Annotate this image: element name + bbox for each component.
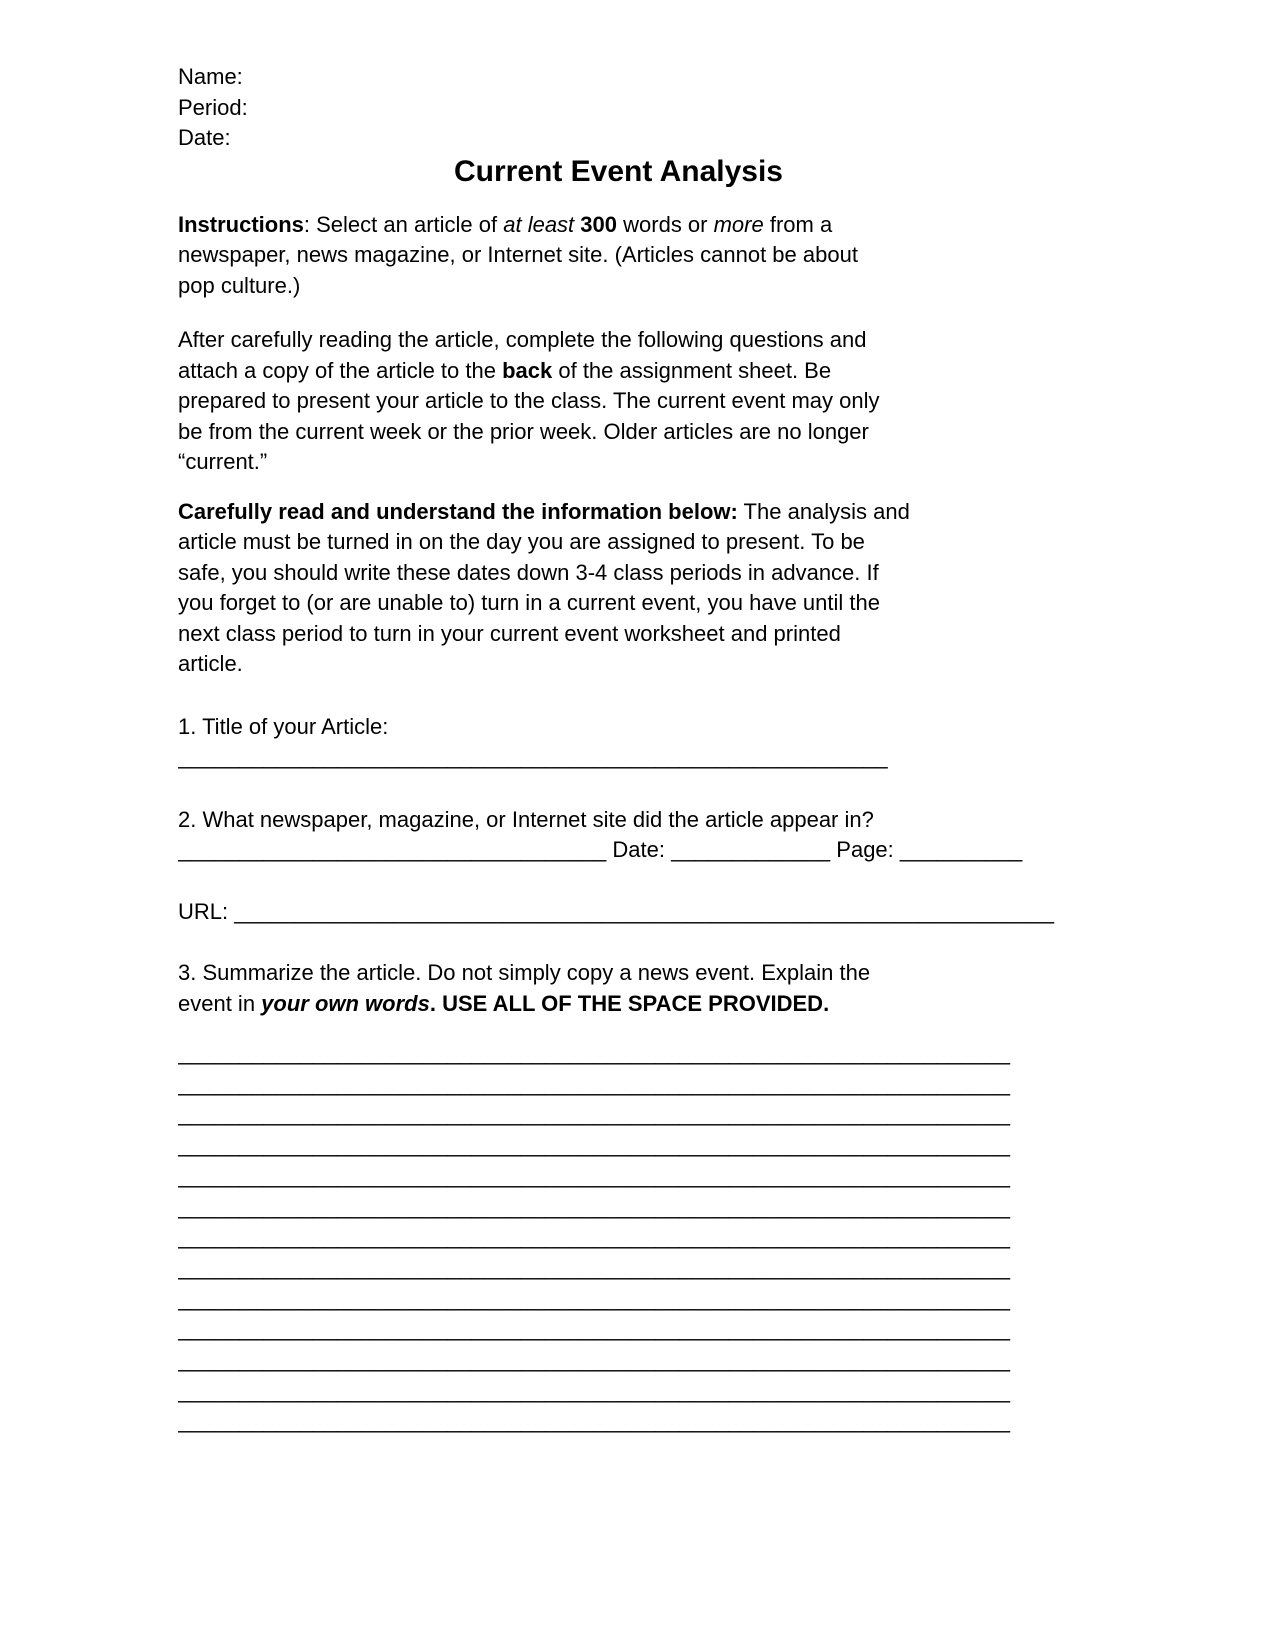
answer-line: ____________________________________________________________________ <box>178 1254 1011 1280</box>
deadline-paragraph <box>178 497 1059 680</box>
answer-line: ____________________________________________________________________ <box>178 1377 1011 1403</box>
answer-line: ____________________________________________________________________ <box>178 1408 1011 1434</box>
answer-line: ____________________________________________________________________ <box>178 1347 1011 1373</box>
text-segment: at least <box>503 211 575 237</box>
text-segment: newspaper, news magazine, or Internet site. (Articles cannot be about <box>178 242 858 267</box>
question-3-paragraph <box>178 958 1059 1019</box>
deadline-line <box>178 619 1059 650</box>
text-segment: safe, you should write these dates down 3-4 class periods in advance. If <box>178 559 879 585</box>
answer-line: ____________________________________________________________________ <box>178 1224 1011 1250</box>
question-2-block <box>178 805 1059 866</box>
url-label: URL: <box>178 898 229 924</box>
header-block <box>178 62 1059 154</box>
deadline-line <box>178 497 1059 528</box>
question-2-page-label: Page: <box>836 837 894 862</box>
presentation-line <box>178 386 1059 417</box>
question-2-source-blank: ___________________________________ <box>178 837 607 862</box>
name-label: Name: <box>178 64 243 89</box>
question-2-page-blank: __________ <box>899 837 1023 862</box>
page-title: Current Event Analysis <box>454 154 783 188</box>
text-segment: prepared to present your article to the class. The current event may only <box>178 388 880 413</box>
text-segment: more <box>713 211 764 237</box>
answer-line: ____________________________________________________________________ <box>178 1070 1011 1096</box>
text-segment: article must be turned in on the day you are assigned to present. To be <box>178 529 865 554</box>
text-segment: After carefully reading the article, complete the following questions and <box>178 327 867 352</box>
text-segment: 3. Summarize the article. Do not simply copy a news event. Explain the <box>178 960 871 985</box>
answer-line: ____________________________________________________________________ <box>178 1193 1011 1219</box>
question-1-label: 1. Title of your Article: <box>178 713 389 739</box>
text-segment: from a <box>763 211 833 237</box>
answer-line: ____________________________________________________________________ <box>178 1101 1011 1127</box>
instructions-line <box>178 271 1059 302</box>
text-segment: . <box>823 990 830 1016</box>
text-segment: Carefully read and understand the information below: <box>178 498 738 524</box>
instructions-line <box>178 210 1059 241</box>
text-segment: : Select an article of <box>303 211 504 237</box>
text-segment: article. <box>178 651 243 676</box>
text-segment: USE ALL OF THE SPACE PROVIDED <box>442 990 824 1016</box>
text-segment: event in <box>178 990 262 1016</box>
deadline-line <box>178 588 1059 619</box>
answer-line: ____________________________________________________________________ <box>178 1132 1011 1158</box>
text-segment: be from the current week or the prior week. Older articles are no longer <box>178 418 869 444</box>
presentation-line <box>178 447 1059 478</box>
text-segment: pop culture.) <box>178 272 301 298</box>
instructions-line <box>178 240 1059 271</box>
question-2-label: 2. What newspaper, magazine, or Internet site did the article appear in? <box>178 806 874 832</box>
answer-line: ____________________________________________________________________ <box>178 1285 1011 1311</box>
url-blank: ___________________________________________________________________ <box>234 898 1055 924</box>
answer-lines <box>178 1038 1059 1437</box>
presentation-line <box>178 325 1059 356</box>
text-segment: 300 <box>580 211 618 237</box>
text-segment: next class period to turn in your current event worksheet and printed <box>178 620 841 646</box>
period-label: Period: <box>178 94 248 120</box>
deadline-line <box>178 558 1059 589</box>
deadline-line <box>178 649 1059 680</box>
presentation-line <box>178 356 1059 387</box>
question-3-line <box>178 958 1059 989</box>
text-segment: your own words <box>261 990 430 1016</box>
question-1-blank-line <box>178 742 1059 773</box>
text-segment: words or <box>617 211 714 237</box>
text-segment: . <box>429 990 443 1016</box>
presentation-line <box>178 417 1059 448</box>
answer-line: ____________________________________________________________________ <box>178 1040 1011 1065</box>
text-segment: The analysis and <box>737 498 910 524</box>
answer-line: ____________________________________________________________________ <box>178 1316 1011 1342</box>
text-segment: of the assignment sheet. Be <box>552 357 832 383</box>
question-1-blank: __________________________________________________________ <box>178 744 888 769</box>
question-2-date-blank: _____________ <box>671 837 831 862</box>
text-segment: “current.” <box>178 449 268 474</box>
text-segment: you forget to (or are unable to) turn in a current event, you have until the <box>178 590 880 615</box>
question-3-line <box>178 989 1059 1020</box>
instructions-paragraph <box>178 210 1059 302</box>
text-segment: attach a copy of the article to the <box>178 357 503 383</box>
text-segment: back <box>502 357 553 383</box>
text-segment: Instructions <box>178 211 304 237</box>
url-row <box>178 897 1059 928</box>
date-label: Date: <box>178 125 231 150</box>
question-2-answer-row <box>178 835 1059 866</box>
deadline-line <box>178 527 1059 558</box>
question-2-date-label: Date: <box>612 837 665 862</box>
answer-line: ____________________________________________________________________ <box>178 1162 1011 1188</box>
presentation-paragraph <box>178 325 1059 478</box>
